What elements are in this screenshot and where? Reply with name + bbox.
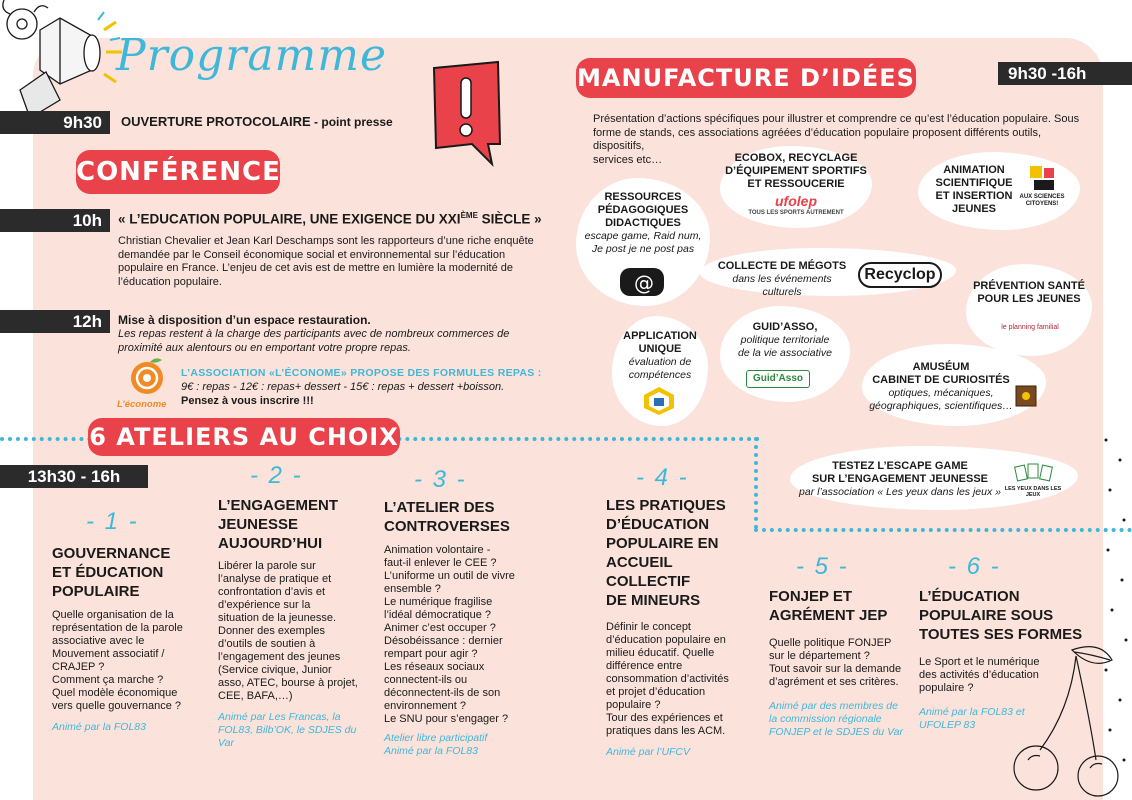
atelier-body-line: déconnectent-ils de son: [384, 687, 501, 699]
atelier-body-line: Mouvement associatif /: [52, 648, 165, 660]
atelier-anim-line: UFOLEP 83: [919, 719, 976, 731]
manufacture-time: 9h30 -16h: [998, 62, 1132, 85]
atelier-anim-line: FOL83, Bilb’OK, le SDJES du: [218, 724, 357, 736]
stand-title: GUID’ASSO,: [752, 321, 818, 333]
atelier-2-number: - 2 -: [250, 462, 303, 489]
atelier-anim-line: Var: [218, 737, 234, 749]
stand-application-text: [612, 330, 708, 382]
atelier-title-line: POPULAIRE SOUS: [919, 607, 1054, 624]
stand-title: ET INSERTION: [935, 190, 1013, 202]
atelier-title-line: JEUNESSE: [218, 516, 299, 533]
atelier-body-line: consommation d’activités: [606, 673, 729, 685]
planning-familial-logo: le planning familial: [1001, 324, 1059, 331]
stand-desc: optiques, mécaniques,: [888, 387, 994, 399]
ateliers-title: 6 ATELIERS AU CHOIX: [88, 418, 400, 456]
conference-title-sup: ÈME: [460, 211, 478, 220]
divider-dots: [754, 528, 1132, 532]
atelier-body-line: asso, ATEC, bourse à projet,: [218, 677, 358, 689]
atelier-body-line: Le Sport et le numérique: [919, 656, 1040, 668]
atelier-body-line: Le SNU pour s’engager ?: [384, 713, 509, 725]
stand-title: CABINET DE CURIOSITÉS: [872, 374, 1010, 386]
ufolep-logo: ufolep: [775, 193, 817, 209]
lunch-line: proximité aux alentours ou en emportant votre propre repas.: [118, 341, 411, 354]
stand-title: PÉDAGOGIQUES: [597, 204, 689, 216]
stand-guidasso-text: [720, 321, 850, 360]
atelier-4-body: [606, 621, 729, 738]
atelier-anim-line: Animé par l’UFCV: [606, 746, 691, 758]
yeux-jeux-logo: LES YEUX DANS LES JEUX: [1004, 486, 1062, 498]
econome-logo-text: L’économe: [117, 399, 167, 410]
atelier-body-line: Désobéissance : dernier: [384, 635, 503, 647]
atelier-body-line: CRAJEP ?: [52, 661, 105, 673]
cards-icon: [1014, 462, 1054, 484]
econome-logo-icon: [124, 356, 170, 398]
atelier-body-line: environnement ?: [384, 700, 466, 712]
atelier-title-line: ACCUEIL: [606, 554, 673, 571]
stand-amuseum-text: [866, 361, 1016, 413]
exclamation-bubble-icon: [428, 58, 504, 168]
atelier-body-line: associative avec le: [52, 635, 145, 647]
stand-desc: géographiques, scientifiques…: [869, 400, 1013, 412]
atelier-1-number: - 1 -: [86, 508, 139, 535]
atelier-1-title: [52, 544, 170, 601]
atelier-body-line: Quelle politique FONJEP: [769, 637, 892, 649]
cabinet-icon: [1014, 384, 1038, 408]
atelier-title-line: ET ÉDUCATION: [52, 564, 164, 581]
atelier-title-line: CONTROVERSES: [384, 518, 510, 535]
stand-ressources-text: [576, 191, 710, 256]
atelier-title-line: POPULAIRE EN: [606, 535, 719, 552]
atelier-body-line: l’idéal démocratique ?: [384, 609, 492, 621]
stand-title: JEUNES: [951, 203, 997, 215]
atelier-body-line: Tour des expériences et: [606, 712, 723, 724]
stand-title: UNIQUE: [638, 343, 682, 355]
atelier-title-line: COLLECTIF: [606, 573, 691, 590]
econome-prices: 9€ : repas - 12€ : repas+ dessert - 15€ : repas + dessert +boisson.: [181, 381, 505, 393]
atelier-5-number: - 5 -: [796, 553, 849, 580]
atelier-anim-line: Animé par des membres de: [769, 700, 898, 712]
atelier-title-line: AGRÉMENT JEP: [769, 607, 888, 624]
atelier-title-line: LES PRATIQUES: [606, 497, 726, 514]
atelier-anim-line: Animé par la FOL83: [52, 721, 146, 733]
atelier-body-line: d’expérience sur la: [218, 599, 311, 611]
atelier-anim-line: Animé par la FOL83 et: [919, 706, 1025, 718]
recyclop-logo: Recyclop: [858, 262, 942, 288]
lunch-title: Mise à disposition d’un espace restauration.: [118, 313, 371, 327]
atelier-body-line: représentation de la parole: [52, 622, 183, 634]
manufacture-intro-line: services etc…: [593, 153, 663, 166]
stand-megots-text: [712, 260, 852, 299]
conference-title-pre: « L’EDUCATION POPULAIRE, UNE EXIGENCE DU XXI: [118, 211, 461, 227]
atelier-anim-line: Animé par Les Francas, la: [218, 711, 341, 723]
stand-desc: par l’association « Les yeux dans les jeux »: [799, 486, 1001, 498]
atelier-body-line: Comment ça marche ?: [52, 674, 164, 686]
page-title: Programme: [116, 30, 388, 81]
at-sign-logo-icon: [616, 264, 668, 300]
atelier-body-line: des activités d’éducation: [919, 669, 1039, 681]
atelier-anim-line: Atelier libre participatif: [384, 732, 488, 744]
stand-title: SUR L’ENGAGEMENT JEUNESSE: [811, 473, 989, 485]
stand-desc: escape game, Raid num,: [584, 230, 702, 242]
stand-prevention: [966, 264, 1092, 356]
atelier-title-line: TOUTES SES FORMES: [919, 626, 1083, 643]
atelier-body-line: sur le département ?: [769, 650, 870, 662]
conference-line: l’éducation populaire.: [118, 275, 222, 288]
atelier-body-line: Animation volontaire -: [384, 544, 491, 556]
atelier-2-body: [218, 560, 358, 703]
stand-title: APPLICATION: [623, 330, 697, 342]
atelier-5-body: [769, 637, 901, 689]
conference-description: [118, 235, 538, 289]
atelier-title-line: L’ÉDUCATION: [919, 588, 1020, 605]
atelier-anim-line: Animé par la FOL83: [384, 745, 478, 757]
hexagon-badge-icon: [642, 386, 676, 416]
atelier-3-anim: [384, 732, 487, 758]
ateliers-time: 13h30 - 16h: [0, 465, 148, 488]
opening-line: [121, 114, 393, 129]
econome-register: Pensez à vous inscrire !!!: [181, 395, 314, 407]
stand-title: ECOBOX, RECYCLAGE: [734, 152, 858, 164]
atelier-4-number: - 4 -: [636, 464, 689, 491]
opening-time: 9h30: [0, 111, 110, 134]
atelier-3-body: [384, 544, 515, 726]
lunch-description: [118, 328, 518, 355]
atelier-body-line: l’engagement des jeunes: [218, 651, 341, 663]
atelier-body-line: et projet d’éducation: [606, 686, 706, 698]
conference-line: demandée par le Conseil économique social et environnemental sur l’éducation: [118, 248, 506, 261]
conference-time: 10h: [0, 209, 110, 232]
atelier-6-number: - 6 -: [948, 553, 1001, 580]
atelier-3-number: - 3 -: [414, 466, 467, 493]
conference-title: [118, 211, 542, 227]
stand-title: COLLECTE DE MÉGOTS: [717, 260, 847, 272]
stand-prevention-text: [966, 280, 1092, 306]
atelier-body-line: Définir le concept: [606, 621, 691, 633]
stand-title: PRÉVENTION SANTÉ: [973, 280, 1085, 292]
stand-title: D’ÉQUIPEMENT SPORTIFS: [725, 165, 867, 177]
atelier-body-line: faut-il enlever le CEE ?: [384, 557, 497, 569]
stand-desc: Je post je ne post pas: [591, 243, 695, 255]
ufolep-logo-sub: TOUS LES SPORTS AUTREMENT: [748, 210, 844, 216]
lunch-line: Les repas restent à la charge des participants avec de nombreux commerces de: [118, 328, 510, 340]
atelier-anim-line: FONJEP et le SDJES du Var: [769, 726, 904, 738]
atelier-title-line: L’ENGAGEMENT: [218, 497, 339, 514]
econome-assoc: L’ASSOCIATION «L’ÉCONOME» PROPOSE DES FORMULES REPAS :: [181, 367, 542, 379]
stand-title: ET RESSOUCERIE: [747, 178, 845, 190]
decorative-dots: [1100, 430, 1132, 790]
atelier-body-line: d’agrément et ses critères.: [769, 676, 899, 688]
atelier-title-line: L’ATELIER DES: [384, 499, 495, 516]
sciences-citoyens-logo: AUX SCIENCES CITOYENS!: [1019, 194, 1065, 207]
atelier-body-line: d’outils de soutien à: [218, 638, 316, 650]
stand-animation-text: [926, 164, 1022, 216]
stand-escape-text: [796, 460, 1004, 499]
conference-line: Christian Chevalier et Jean Karl Deschamps sont les rapporteurs d’une riche enquête: [118, 235, 534, 247]
stand-title: POUR LES JEUNES: [977, 293, 1081, 305]
atelier-body-line: l’analyse de pratique et: [218, 573, 332, 585]
manufacture-title: MANUFACTURE D’IDÉES: [576, 58, 916, 98]
atelier-body-line: Quelle organisation de la: [52, 609, 174, 621]
atelier-body-line: confrontation d’avis et: [218, 586, 326, 598]
atelier-body-line: Tout savoir sur la demande: [769, 663, 902, 675]
stand-title: TESTEZ L’ESCAPE GAME: [832, 460, 968, 472]
atelier-anim-line: la commission régionale: [769, 713, 882, 725]
atelier-2-anim: [218, 711, 356, 750]
atelier-title-line: D’ÉDUCATION: [606, 516, 710, 533]
conference-line: populaire en France. L’enjeu de cet avis est de mettre en lumière la modernité de: [118, 262, 514, 274]
atelier-body-line: CEE, BAFA,…): [218, 690, 293, 702]
atelier-5-title: [769, 587, 887, 625]
atelier-2-title: [218, 496, 338, 553]
opening-title: OUVERTURE PROTOCOLAIRE: [121, 114, 311, 129]
atelier-body-line: situation de la jeunesse.: [218, 612, 337, 624]
svg-text:@: @: [634, 271, 654, 295]
sciences-citoyens-logo-icon: [1028, 164, 1058, 192]
stand-title: SCIENTIFIQUE: [935, 177, 1013, 189]
atelier-title-line: AUJOURD’HUI: [218, 535, 323, 552]
stand-desc: compétences: [628, 369, 692, 381]
atelier-body-line: différence entre: [606, 660, 683, 672]
atelier-body-line: Libérer la parole sur: [218, 560, 316, 572]
stand-title: ANIMATION: [943, 164, 1005, 176]
atelier-body-line: ensemble ?: [384, 583, 441, 595]
atelier-body-line: populaire ?: [606, 699, 661, 711]
atelier-body-line: L’uniforme un outil de vivre: [384, 570, 515, 582]
atelier-title-line: DE MINEURS: [606, 592, 701, 609]
stand-desc: évaluation de: [628, 356, 692, 368]
atelier-body-line: Quel modèle économique: [52, 687, 178, 699]
atelier-body-line: (Service civique, Junior: [218, 664, 332, 676]
stand-title: DIDACTIQUES: [605, 217, 681, 229]
atelier-body-line: Donner des exemples: [218, 625, 326, 637]
stand-desc: de la vie associative: [738, 347, 832, 359]
conference-label: CONFÉRENCE: [76, 150, 280, 194]
atelier-title-line: GOUVERNANCE: [52, 545, 171, 562]
atelier-body-line: connectent-ils ou: [384, 674, 468, 686]
atelier-body-line: rempart pour agir ?: [384, 648, 478, 660]
atelier-body-line: Le numérique fragilise: [384, 596, 493, 608]
atelier-6-title: [919, 587, 1082, 644]
atelier-1-body: [52, 609, 183, 713]
atelier-1-anim: [52, 721, 146, 734]
atelier-body-line: vers quelle gouvernance ?: [52, 700, 182, 712]
manufacture-intro-line: Présentation d’actions spécifiques pour illustrer et comprendre ce qu’est l’éducation populaire. Sous: [593, 113, 1080, 125]
stand-title: AMUSÉUM: [912, 361, 970, 373]
atelier-body-line: milieu éducatif. Quelle: [606, 647, 715, 659]
opening-suffix: - point presse: [310, 115, 393, 129]
atelier-title-line: FONJEP ET: [769, 588, 853, 605]
atelier-body-line: d’éducation populaire en: [606, 634, 726, 646]
atelier-body-line: Animer c’est occuper ?: [384, 622, 496, 634]
stand-title: RESSOURCES: [604, 191, 682, 203]
atelier-body-line: populaire ?: [919, 682, 974, 694]
stand-desc: dans les événements culturels: [732, 273, 832, 298]
atelier-body-line: pratiques dans les ACM.: [606, 725, 726, 737]
conference-title-post: SIÈCLE »: [477, 211, 542, 227]
atelier-title-line: POPULAIRE: [52, 583, 140, 600]
atelier-4-title: [606, 496, 726, 610]
guidasso-logo: Guid’Asso: [746, 370, 810, 388]
stand-ecobox-text: [720, 152, 872, 191]
atelier-4-anim: [606, 746, 690, 759]
lunch-time: 12h: [0, 310, 110, 333]
manufacture-intro-line: forme de stands, ces associations agréées d’éducation populaire proposent différents outils, dispositifs,: [593, 126, 1042, 152]
atelier-3-title: [384, 498, 510, 536]
stand-desc: politique territoriale: [740, 334, 830, 346]
atelier-body-line: Les réseaux sociaux: [384, 661, 485, 673]
atelier-5-anim: [769, 700, 903, 739]
divider-dots-vertical: [754, 437, 758, 529]
